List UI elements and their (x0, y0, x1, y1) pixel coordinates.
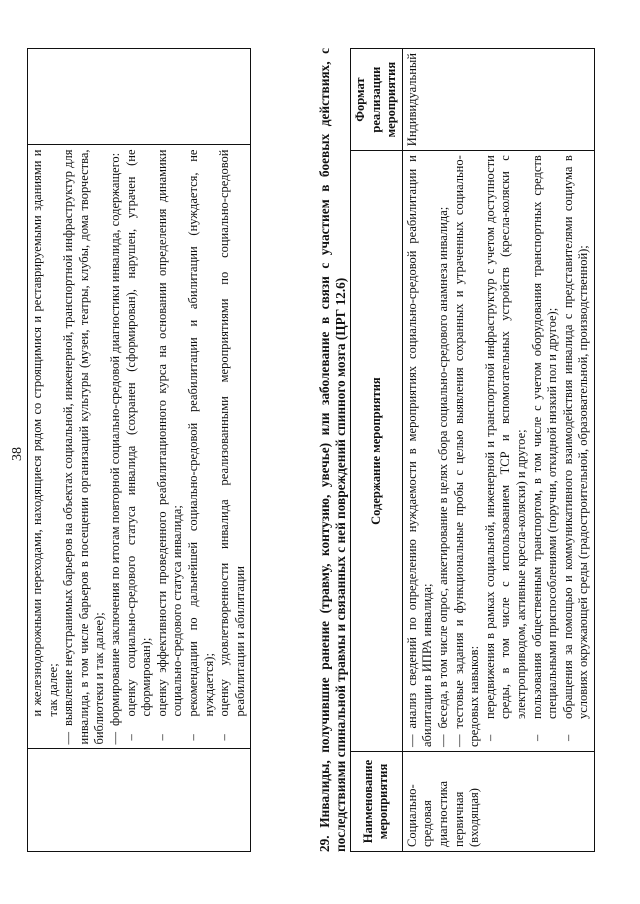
list-item (186, 150, 217, 745)
empty-name-cell (28, 749, 251, 852)
list-item-text: анализ сведений по определению нуждаемости в мероприятиях социально-средовой реабилитации и абилитации в ИПРА инвалида; (404, 155, 435, 748)
list-item (61, 150, 108, 745)
content-cell (28, 145, 251, 749)
bullet-dash: — (61, 732, 76, 745)
list-item (483, 155, 530, 747)
bullet-dash: — (107, 732, 122, 745)
bullet-dash: — (451, 734, 466, 748)
table-row (402, 49, 594, 852)
bullet-dash: – (123, 734, 138, 741)
empty-format-cell (28, 49, 251, 146)
content-list (405, 155, 592, 747)
list-item (530, 155, 561, 747)
list-item-text: и железнодорожными переходами, находящиеся рядом со строящимися и реставрируемыми зданиями и так далее; (30, 149, 60, 717)
list-item (217, 150, 248, 745)
table-row (28, 49, 251, 852)
bullet-dash: – (560, 734, 575, 742)
list-item-text: выявление неустранимых барьеров на объектах социальной, инженерной, транспортной инфраструктур для инвалида, в том числе барьеров в посещении организаций культуры (музеи, театры, клубы, дома творчества, библиотеки и так далее); (61, 149, 107, 745)
list-item-text: тестовые задания и функциональные пробы с целью выявления сохранных и утраченных социально-средовых навыков: (451, 155, 482, 748)
header-format: Формат реализации мероприятия (351, 49, 403, 151)
list-item (405, 155, 436, 747)
list-item-text: оценку эффективности проведенного реабилитационного курса на основании определения динамики социально-средового статуса инвалида; (154, 149, 185, 717)
list-item (108, 150, 124, 745)
measures-table (350, 48, 595, 852)
section-title: 29. Инвалиды, получившие ранение (травму, контузию, увечье) или заболевание в связи с участием в боевых действиях, с последствиями спинальной травмы и связанных с ней повреждений спинного мозга (ЦРГ 12.6) (317, 48, 348, 852)
measure-format: Индивидуальный (402, 49, 594, 151)
continuation-table (27, 48, 251, 852)
list-item (436, 155, 452, 747)
bullet-dash: — (435, 734, 450, 748)
list-item-text: оценку удовлетворенности инвалида реализованными мероприятиями по социально-средовой реабилитации и абилитации (217, 149, 247, 717)
list-item (124, 150, 155, 745)
bullet-dash: – (529, 734, 544, 742)
content-list (30, 150, 248, 745)
bullet-dash: – (217, 734, 232, 741)
bullet-dash: — (404, 734, 419, 748)
list-item-text: рекомендации по дальнейшей социально-средовой реабилитации и абилитации (нуждается, не нуждается); (185, 149, 216, 717)
bullet-dash: – (154, 734, 169, 741)
list-item-text: обращения за помощью и коммуникативного взаимодействия инвалида с представителями социума в условиях окружающей среды (градостроительной, образовательной, производственной); (560, 155, 591, 720)
list-item-text: формирование заключения по итогам повторной социально-средовой диагностики инвалида, содержащего: (107, 152, 122, 726)
bullet-dash: – (482, 734, 497, 742)
list-item-text: беседа, в том числе опрос, анкетирование в целях сбора социально-средового анамнеза инвалида; (435, 206, 450, 729)
list-item (561, 155, 592, 747)
list-item (30, 150, 61, 745)
header-row (351, 49, 403, 852)
list-item-text: пользования общественным транспортом, в том числе с учетом оборудования транспортных средств специальными приспособлениями (поручни, откидной низкий пол и другое); (529, 155, 560, 720)
list-item-text: оценку социально-средового статуса инвалида (сохранен (сформирован), нарушен, утрачен (не сформирован); (123, 149, 154, 717)
header-content: Содержание мероприятия (351, 151, 403, 752)
list-item (155, 150, 186, 745)
list-item-text: передвижения в рамках социальной, инженерной и транспортной инфраструктур с учетом доступности среды, в том числе с использованием ТСР и вспомогательных устройств (кресла-коляски с электроприводом, активные кресла-коляски) и другое; (482, 155, 528, 720)
list-item (452, 155, 483, 747)
page-number: 38 (10, 447, 25, 461)
measure-name: Социально-средовая диагностика первичная (входящая) (402, 752, 594, 852)
bullet-dash: – (185, 734, 200, 741)
measure-content (402, 151, 594, 752)
header-name: Наименование мероприятия (351, 752, 403, 852)
